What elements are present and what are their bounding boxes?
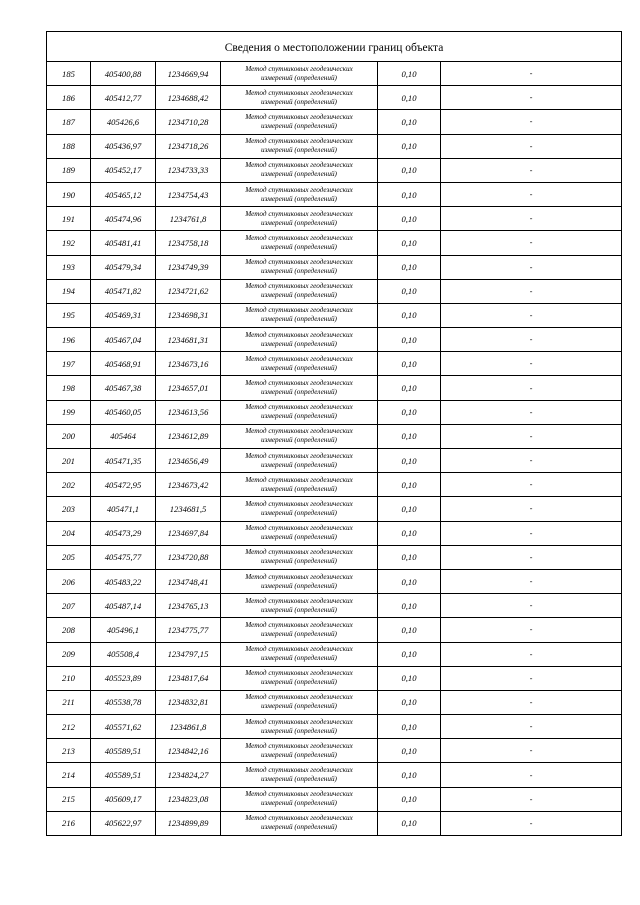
method-line-2: измерений (определений) <box>261 799 337 808</box>
point-number: 198 <box>47 376 91 400</box>
point-number: 203 <box>47 497 91 521</box>
table-row <box>47 449 622 473</box>
table-body <box>47 32 622 836</box>
point-number: 192 <box>47 231 91 255</box>
coordinate-x: 405473,29 <box>91 521 156 545</box>
note: - <box>441 424 622 448</box>
point-number: 215 <box>47 787 91 811</box>
method-line-2: измерений (определений) <box>261 581 337 590</box>
point-number: 193 <box>47 255 91 279</box>
table-row <box>47 521 622 545</box>
method-line-2: измерений (определений) <box>261 775 337 784</box>
method-line-1: Метод спутниковых геодезических <box>245 427 353 436</box>
point-number: 206 <box>47 569 91 593</box>
method-line-1: Метод спутниковых геодезических <box>245 572 353 581</box>
note: - <box>441 811 622 835</box>
coordinate-x: 405412,77 <box>91 86 156 110</box>
method-line-2: измерений (определений) <box>261 533 337 542</box>
point-number: 207 <box>47 594 91 618</box>
method-cell <box>221 279 378 303</box>
coordinate-x: 405467,38 <box>91 376 156 400</box>
method-line-1: Метод спутниковых геодезических <box>245 64 353 73</box>
coordinate-x: 405481,41 <box>91 231 156 255</box>
method-cell <box>221 182 378 206</box>
table-row <box>47 352 622 376</box>
coordinate-y: 1234861,8 <box>156 715 221 739</box>
point-number: 190 <box>47 182 91 206</box>
note: - <box>441 255 622 279</box>
boundary-coordinates-table <box>46 31 622 836</box>
method-line-2: измерений (определений) <box>261 121 337 130</box>
method-line-1: Метод спутниковых геодезических <box>245 403 353 412</box>
method-line-1: Метод спутниковых геодезических <box>245 451 353 460</box>
point-number: 186 <box>47 86 91 110</box>
method-cell <box>221 62 378 86</box>
method-cell <box>221 666 378 690</box>
coordinate-y: 1234824,27 <box>156 763 221 787</box>
coordinate-y: 1234681,31 <box>156 328 221 352</box>
method-line-2: измерений (определений) <box>261 267 337 276</box>
accuracy: 0,10 <box>378 424 441 448</box>
accuracy: 0,10 <box>378 569 441 593</box>
coordinate-y: 1234612,89 <box>156 424 221 448</box>
method-cell <box>221 715 378 739</box>
coordinate-y: 1234697,84 <box>156 521 221 545</box>
method-line-2: измерений (определений) <box>261 194 337 203</box>
point-number: 212 <box>47 715 91 739</box>
coordinate-y: 1234718,26 <box>156 134 221 158</box>
accuracy: 0,10 <box>378 642 441 666</box>
coordinate-y: 1234754,43 <box>156 182 221 206</box>
point-number: 208 <box>47 618 91 642</box>
method-line-2: измерений (определений) <box>261 750 337 759</box>
method-line-1: Метод спутниковых геодезических <box>245 475 353 484</box>
coordinate-x: 405469,31 <box>91 303 156 327</box>
method-line-2: измерений (определений) <box>261 170 337 179</box>
method-line-2: измерений (определений) <box>261 823 337 832</box>
coordinate-x: 405571,62 <box>91 715 156 739</box>
point-number: 191 <box>47 207 91 231</box>
method-line-1: Метод спутниковых геодезических <box>245 209 353 218</box>
coordinate-x: 405474,96 <box>91 207 156 231</box>
method-line-2: измерений (определений) <box>261 388 337 397</box>
note: - <box>441 279 622 303</box>
point-number: 210 <box>47 666 91 690</box>
method-line-1: Метод спутниковых геодезических <box>245 330 353 339</box>
method-line-2: измерений (определений) <box>261 97 337 106</box>
table-row <box>47 690 622 714</box>
table-row <box>47 134 622 158</box>
method-cell <box>221 690 378 714</box>
coordinate-y: 1234733,33 <box>156 158 221 182</box>
method-line-2: измерений (определений) <box>261 557 337 566</box>
coordinate-x: 405483,22 <box>91 569 156 593</box>
accuracy: 0,10 <box>378 207 441 231</box>
table-row <box>47 328 622 352</box>
note: - <box>441 594 622 618</box>
table-row <box>47 618 622 642</box>
accuracy: 0,10 <box>378 134 441 158</box>
coordinate-x: 405471,82 <box>91 279 156 303</box>
method-line-1: Метод спутниковых геодезических <box>245 814 353 823</box>
table-row <box>47 158 622 182</box>
note: - <box>441 497 622 521</box>
method-line-2: измерений (определений) <box>261 460 337 469</box>
note: - <box>441 569 622 593</box>
note: - <box>441 134 622 158</box>
note: - <box>441 715 622 739</box>
accuracy: 0,10 <box>378 110 441 134</box>
method-cell <box>221 400 378 424</box>
coordinate-x: 405471,35 <box>91 449 156 473</box>
table-row <box>47 763 622 787</box>
method-line-1: Метод спутниковых геодезических <box>245 596 353 605</box>
coordinate-x: 405465,12 <box>91 182 156 206</box>
method-line-2: измерений (определений) <box>261 436 337 445</box>
note: - <box>441 86 622 110</box>
coordinate-y: 1234775,77 <box>156 618 221 642</box>
coordinate-y: 1234673,16 <box>156 352 221 376</box>
method-line-1: Метод спутниковых геодезических <box>245 185 353 194</box>
method-cell <box>221 594 378 618</box>
note: - <box>441 231 622 255</box>
method-line-1: Метод спутниковых геодезических <box>245 620 353 629</box>
accuracy: 0,10 <box>378 545 441 569</box>
method-line-2: измерений (определений) <box>261 218 337 227</box>
accuracy: 0,10 <box>378 303 441 327</box>
coordinate-x: 405496,1 <box>91 618 156 642</box>
method-cell <box>221 424 378 448</box>
method-line-1: Метод спутниковых геодезических <box>245 741 353 750</box>
coordinate-y: 1234721,62 <box>156 279 221 303</box>
table-row <box>47 569 622 593</box>
table-row <box>47 715 622 739</box>
document-sheet <box>46 31 621 836</box>
coordinate-x: 405472,95 <box>91 473 156 497</box>
point-number: 194 <box>47 279 91 303</box>
accuracy: 0,10 <box>378 787 441 811</box>
note: - <box>441 666 622 690</box>
point-number: 213 <box>47 739 91 763</box>
method-line-2: измерений (определений) <box>261 678 337 687</box>
method-line-2: измерений (определений) <box>261 605 337 614</box>
coordinate-y: 1234698,31 <box>156 303 221 327</box>
note: - <box>441 545 622 569</box>
method-line-2: измерений (определений) <box>261 508 337 517</box>
method-cell <box>221 642 378 666</box>
table-row <box>47 279 622 303</box>
method-cell <box>221 110 378 134</box>
method-cell <box>221 376 378 400</box>
method-cell <box>221 521 378 545</box>
method-line-1: Метод спутниковых геодезических <box>245 379 353 388</box>
method-cell <box>221 811 378 835</box>
coordinate-x: 405475,77 <box>91 545 156 569</box>
method-line-2: измерений (определений) <box>261 363 337 372</box>
note: - <box>441 473 622 497</box>
method-line-2: измерений (определений) <box>261 315 337 324</box>
table-row <box>47 110 622 134</box>
accuracy: 0,10 <box>378 400 441 424</box>
accuracy: 0,10 <box>378 594 441 618</box>
method-cell <box>221 207 378 231</box>
table-row <box>47 182 622 206</box>
method-line-1: Метод спутниковых геодезических <box>245 137 353 146</box>
method-line-2: измерений (определений) <box>261 339 337 348</box>
note: - <box>441 449 622 473</box>
accuracy: 0,10 <box>378 666 441 690</box>
method-cell <box>221 545 378 569</box>
accuracy: 0,10 <box>378 352 441 376</box>
point-number: 199 <box>47 400 91 424</box>
table-row <box>47 787 622 811</box>
coordinate-y: 1234823,08 <box>156 787 221 811</box>
coordinate-y: 1234748,41 <box>156 569 221 593</box>
method-cell <box>221 231 378 255</box>
method-line-1: Метод спутниковых геодезических <box>245 306 353 315</box>
method-cell <box>221 497 378 521</box>
point-number: 197 <box>47 352 91 376</box>
table-row <box>47 594 622 618</box>
coordinate-x: 405426,6 <box>91 110 156 134</box>
note: - <box>441 618 622 642</box>
coordinate-y: 1234899,89 <box>156 811 221 835</box>
method-cell <box>221 618 378 642</box>
method-line-1: Метод спутниковых геодезических <box>245 766 353 775</box>
point-number: 202 <box>47 473 91 497</box>
method-cell <box>221 134 378 158</box>
table-row <box>47 497 622 521</box>
table-row <box>47 207 622 231</box>
method-line-1: Метод спутниковых геодезических <box>245 499 353 508</box>
point-number: 188 <box>47 134 91 158</box>
method-line-1: Метод спутниковых геодезических <box>245 693 353 702</box>
table-row <box>47 400 622 424</box>
note: - <box>441 521 622 545</box>
coordinate-x: 405538,78 <box>91 690 156 714</box>
coordinate-y: 1234765,13 <box>156 594 221 618</box>
point-number: 211 <box>47 690 91 714</box>
coordinate-x: 405508,4 <box>91 642 156 666</box>
point-number: 204 <box>47 521 91 545</box>
accuracy: 0,10 <box>378 811 441 835</box>
method-cell <box>221 158 378 182</box>
method-cell <box>221 449 378 473</box>
table-row <box>47 666 622 690</box>
point-number: 195 <box>47 303 91 327</box>
coordinate-x: 405609,17 <box>91 787 156 811</box>
method-line-2: измерений (определений) <box>261 629 337 638</box>
method-line-1: Метод спутниковых геодезических <box>245 258 353 267</box>
coordinate-x: 405471,1 <box>91 497 156 521</box>
point-number: 209 <box>47 642 91 666</box>
method-cell <box>221 569 378 593</box>
point-number: 216 <box>47 811 91 835</box>
accuracy: 0,10 <box>378 449 441 473</box>
note: - <box>441 62 622 86</box>
method-line-1: Метод спутниковых геодезических <box>245 161 353 170</box>
note: - <box>441 739 622 763</box>
method-line-1: Метод спутниковых геодезических <box>245 548 353 557</box>
coordinate-y: 1234817,64 <box>156 666 221 690</box>
coordinate-y: 1234673,42 <box>156 473 221 497</box>
method-line-1: Метод спутниковых геодезических <box>245 645 353 654</box>
accuracy: 0,10 <box>378 690 441 714</box>
accuracy: 0,10 <box>378 376 441 400</box>
point-number: 214 <box>47 763 91 787</box>
note: - <box>441 787 622 811</box>
method-line-2: измерений (определений) <box>261 73 337 82</box>
coordinate-y: 1234720,88 <box>156 545 221 569</box>
table-row <box>47 86 622 110</box>
point-number: 189 <box>47 158 91 182</box>
accuracy: 0,10 <box>378 62 441 86</box>
table-row <box>47 231 622 255</box>
point-number: 185 <box>47 62 91 86</box>
accuracy: 0,10 <box>378 521 441 545</box>
coordinate-x: 405589,51 <box>91 763 156 787</box>
method-cell <box>221 86 378 110</box>
method-line-2: измерений (определений) <box>261 412 337 421</box>
table-row <box>47 424 622 448</box>
coordinate-x: 405589,51 <box>91 739 156 763</box>
method-cell <box>221 739 378 763</box>
accuracy: 0,10 <box>378 328 441 352</box>
point-number: 200 <box>47 424 91 448</box>
method-cell <box>221 787 378 811</box>
coordinate-y: 1234613,56 <box>156 400 221 424</box>
accuracy: 0,10 <box>378 231 441 255</box>
coordinate-x: 405460,05 <box>91 400 156 424</box>
accuracy: 0,10 <box>378 473 441 497</box>
coordinate-x: 405467,04 <box>91 328 156 352</box>
method-cell <box>221 763 378 787</box>
point-number: 201 <box>47 449 91 473</box>
note: - <box>441 110 622 134</box>
coordinate-y: 1234832,81 <box>156 690 221 714</box>
note: - <box>441 376 622 400</box>
coordinate-x: 405523,89 <box>91 666 156 690</box>
method-line-2: измерений (определений) <box>261 146 337 155</box>
accuracy: 0,10 <box>378 618 441 642</box>
accuracy: 0,10 <box>378 158 441 182</box>
coordinate-x: 405468,91 <box>91 352 156 376</box>
point-number: 205 <box>47 545 91 569</box>
coordinate-y: 1234842,16 <box>156 739 221 763</box>
point-number: 196 <box>47 328 91 352</box>
table-row <box>47 255 622 279</box>
table-row <box>47 811 622 835</box>
accuracy: 0,10 <box>378 279 441 303</box>
table-row <box>47 303 622 327</box>
accuracy: 0,10 <box>378 715 441 739</box>
method-line-1: Метод спутниковых геодезических <box>245 524 353 533</box>
method-cell <box>221 303 378 327</box>
note: - <box>441 182 622 206</box>
accuracy: 0,10 <box>378 86 441 110</box>
note: - <box>441 158 622 182</box>
coordinate-y: 1234761,8 <box>156 207 221 231</box>
coordinate-y: 1234710,28 <box>156 110 221 134</box>
note: - <box>441 328 622 352</box>
method-line-2: измерений (определений) <box>261 654 337 663</box>
table-row <box>47 642 622 666</box>
coordinate-y: 1234669,94 <box>156 62 221 86</box>
accuracy: 0,10 <box>378 255 441 279</box>
note: - <box>441 642 622 666</box>
coordinate-x: 405464 <box>91 424 156 448</box>
method-cell <box>221 352 378 376</box>
coordinate-y: 1234797,15 <box>156 642 221 666</box>
coordinate-x: 405452,17 <box>91 158 156 182</box>
coordinate-x: 405487,14 <box>91 594 156 618</box>
table-row <box>47 739 622 763</box>
accuracy: 0,10 <box>378 182 441 206</box>
method-line-1: Метод спутниковых геодезических <box>245 669 353 678</box>
method-cell <box>221 255 378 279</box>
note: - <box>441 690 622 714</box>
note: - <box>441 352 622 376</box>
note: - <box>441 207 622 231</box>
method-cell <box>221 473 378 497</box>
table-row <box>47 62 622 86</box>
table-row <box>47 473 622 497</box>
method-line-2: измерений (определений) <box>261 702 337 711</box>
method-line-1: Метод спутниковых геодезических <box>245 354 353 363</box>
table-title: Сведения о местоположении границ объекта <box>47 32 622 62</box>
coordinate-x: 405479,34 <box>91 255 156 279</box>
point-number: 187 <box>47 110 91 134</box>
coordinate-y: 1234749,39 <box>156 255 221 279</box>
coordinate-y: 1234657,01 <box>156 376 221 400</box>
note: - <box>441 400 622 424</box>
coordinate-x: 405622,97 <box>91 811 156 835</box>
accuracy: 0,10 <box>378 497 441 521</box>
method-line-1: Метод спутниковых геодезических <box>245 717 353 726</box>
coordinate-y: 1234656,49 <box>156 449 221 473</box>
note: - <box>441 763 622 787</box>
accuracy: 0,10 <box>378 739 441 763</box>
method-line-1: Метод спутниковых геодезических <box>245 790 353 799</box>
method-line-1: Метод спутниковых геодезических <box>245 282 353 291</box>
table-row <box>47 376 622 400</box>
coordinate-x: 405436,97 <box>91 134 156 158</box>
method-line-1: Метод спутниковых геодезических <box>245 112 353 121</box>
method-cell <box>221 328 378 352</box>
method-line-1: Метод спутниковых геодезических <box>245 233 353 242</box>
coordinate-y: 1234681,5 <box>156 497 221 521</box>
method-line-2: измерений (определений) <box>261 484 337 493</box>
table-title-row <box>47 32 622 62</box>
coordinate-y: 1234688,42 <box>156 86 221 110</box>
coordinate-x: 405400,88 <box>91 62 156 86</box>
method-line-2: измерений (определений) <box>261 242 337 251</box>
method-line-2: измерений (определений) <box>261 291 337 300</box>
coordinate-y: 1234758,18 <box>156 231 221 255</box>
accuracy: 0,10 <box>378 763 441 787</box>
note: - <box>441 303 622 327</box>
method-line-2: измерений (определений) <box>261 726 337 735</box>
method-line-1: Метод спутниковых геодезических <box>245 88 353 97</box>
table-row <box>47 545 622 569</box>
